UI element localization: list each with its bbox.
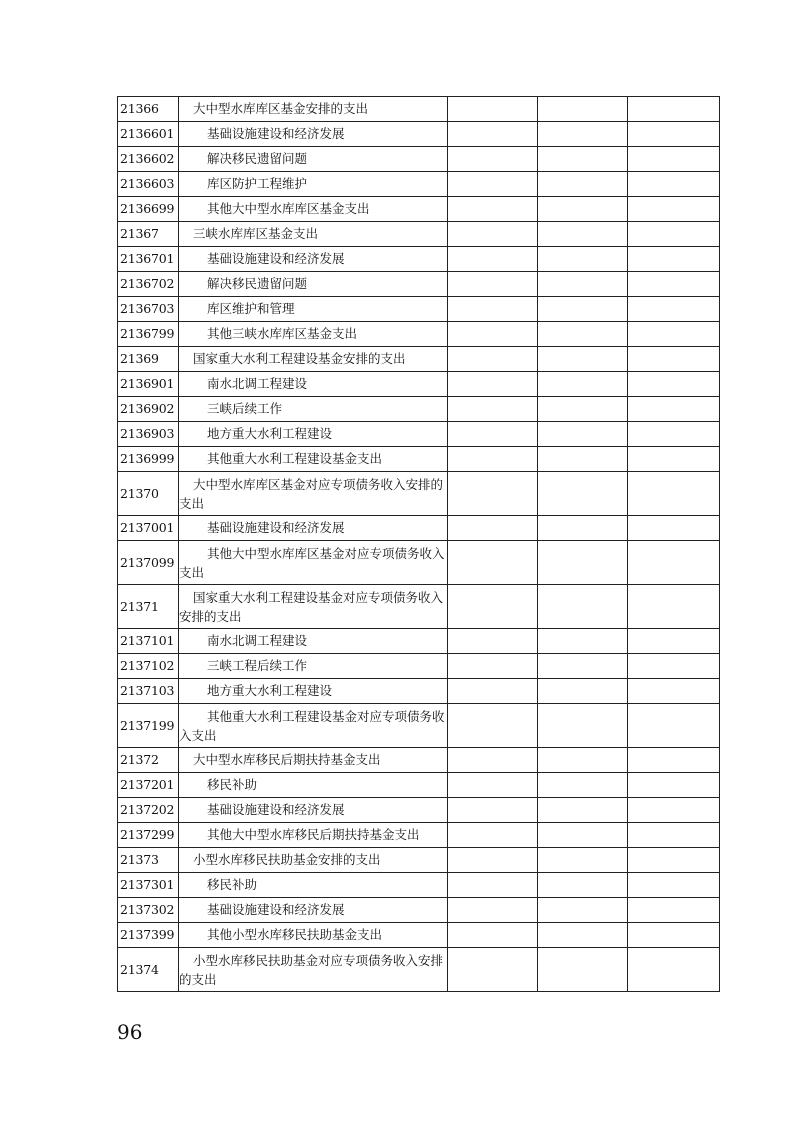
amount-cell xyxy=(448,823,538,848)
subject-code-cell: 21369 xyxy=(118,347,179,372)
subject-code-cell: 2137202 xyxy=(118,798,179,823)
table-row xyxy=(118,629,720,654)
subject-name-text: 其他大中型水库库区基金支出 xyxy=(207,201,370,216)
amount-cell xyxy=(448,247,538,272)
amount-cell xyxy=(628,629,720,654)
amount-cell xyxy=(628,272,720,297)
amount-cell xyxy=(538,197,628,222)
subject-name-cell xyxy=(179,629,448,654)
amount-cell xyxy=(628,372,720,397)
amount-cell xyxy=(538,585,628,629)
subject-name-text: 南水北调工程建设 xyxy=(207,376,308,391)
amount-cell xyxy=(628,773,720,798)
subject-code-cell: 2136902 xyxy=(118,397,179,422)
subject-code-cell: 2136603 xyxy=(118,172,179,197)
table-row xyxy=(118,948,720,992)
subject-name-cell xyxy=(179,472,448,516)
amount-cell xyxy=(448,898,538,923)
amount-cell xyxy=(628,923,720,948)
amount-cell xyxy=(628,585,720,629)
subject-name-text: 其他大中型水库库区基金对应专项债务收入支出 xyxy=(179,545,445,580)
subject-name-cell xyxy=(179,322,448,347)
table-body xyxy=(118,97,720,992)
subject-name-text: 基础设施建设和经济发展 xyxy=(207,902,345,917)
amount-cell xyxy=(538,541,628,585)
subject-name-text: 库区防护工程维护 xyxy=(207,176,308,191)
table-row xyxy=(118,898,720,923)
subject-name-text: 大中型水库移民后期扶持基金支出 xyxy=(193,752,381,767)
subject-name-cell xyxy=(179,541,448,585)
subject-name-text: 其他小型水库移民扶助基金支出 xyxy=(207,927,383,942)
subject-code-cell: 2136601 xyxy=(118,122,179,147)
amount-cell xyxy=(538,247,628,272)
subject-code-cell: 2137099 xyxy=(118,541,179,585)
amount-cell xyxy=(538,679,628,704)
amount-cell xyxy=(448,516,538,541)
subject-code-cell: 2136602 xyxy=(118,147,179,172)
table-row xyxy=(118,397,720,422)
amount-cell xyxy=(538,122,628,147)
table-row xyxy=(118,798,720,823)
subject-name-text: 基础设施建设和经济发展 xyxy=(207,251,345,266)
subject-name-text: 大中型水库库区基金对应专项债务收入安排的支出 xyxy=(179,476,444,511)
table-row xyxy=(118,848,720,873)
amount-cell xyxy=(448,372,538,397)
subject-name-text: 三峡后续工作 xyxy=(207,401,283,416)
subject-code-cell: 2137302 xyxy=(118,898,179,923)
amount-cell xyxy=(448,397,538,422)
page-number: 96 xyxy=(117,1020,143,1044)
subject-name-cell xyxy=(179,197,448,222)
subject-code-cell: 2136702 xyxy=(118,272,179,297)
subject-name-cell xyxy=(179,798,448,823)
subject-name-text: 移民补助 xyxy=(207,877,258,892)
amount-cell xyxy=(628,97,720,122)
amount-cell xyxy=(538,873,628,898)
amount-cell xyxy=(538,798,628,823)
subject-name-text: 三峡水库库区基金支出 xyxy=(193,226,319,241)
amount-cell xyxy=(448,472,538,516)
table-row xyxy=(118,472,720,516)
subject-name-cell xyxy=(179,372,448,397)
amount-cell xyxy=(448,541,538,585)
amount-cell xyxy=(448,585,538,629)
amount-cell xyxy=(538,923,628,948)
amount-cell xyxy=(538,629,628,654)
amount-cell xyxy=(448,422,538,447)
amount-cell xyxy=(538,222,628,247)
subject-code-cell: 2137103 xyxy=(118,679,179,704)
amount-cell xyxy=(538,472,628,516)
amount-cell xyxy=(448,704,538,748)
subject-name-cell xyxy=(179,222,448,247)
subject-name-text: 移民补助 xyxy=(207,777,258,792)
amount-cell xyxy=(448,629,538,654)
amount-cell xyxy=(628,172,720,197)
amount-cell xyxy=(628,122,720,147)
subject-name-cell xyxy=(179,297,448,322)
amount-cell xyxy=(448,272,538,297)
amount-cell xyxy=(628,654,720,679)
table-row xyxy=(118,541,720,585)
amount-cell xyxy=(448,297,538,322)
subject-name-text: 基础设施建设和经济发展 xyxy=(207,126,345,141)
amount-cell xyxy=(628,222,720,247)
amount-cell xyxy=(538,97,628,122)
subject-name-cell xyxy=(179,585,448,629)
amount-cell xyxy=(448,197,538,222)
subject-code-cell: 2136699 xyxy=(118,197,179,222)
amount-cell xyxy=(538,823,628,848)
subject-name-cell xyxy=(179,397,448,422)
amount-cell xyxy=(628,472,720,516)
subject-name-text: 解决移民遗留问题 xyxy=(207,151,308,166)
amount-cell xyxy=(448,848,538,873)
subject-name-text: 其他三峡水库库区基金支出 xyxy=(207,326,358,341)
amount-cell xyxy=(628,247,720,272)
table-row xyxy=(118,372,720,397)
amount-cell xyxy=(538,654,628,679)
table-row xyxy=(118,222,720,247)
subject-code-cell: 2137199 xyxy=(118,704,179,748)
amount-cell xyxy=(628,297,720,322)
subject-name-cell xyxy=(179,848,448,873)
table-row xyxy=(118,679,720,704)
amount-cell xyxy=(538,322,628,347)
subject-name-text: 三峡工程后续工作 xyxy=(207,658,308,673)
amount-cell xyxy=(448,97,538,122)
amount-cell xyxy=(538,397,628,422)
table-row xyxy=(118,272,720,297)
amount-cell xyxy=(538,422,628,447)
subject-name-text: 南水北调工程建设 xyxy=(207,633,308,648)
subject-name-text: 国家重大水利工程建设基金对应专项债务收入安排的支出 xyxy=(179,589,444,624)
amount-cell xyxy=(448,748,538,773)
amount-cell xyxy=(628,898,720,923)
subject-code-cell: 2136903 xyxy=(118,422,179,447)
subject-name-cell xyxy=(179,447,448,472)
subject-code-cell: 21372 xyxy=(118,748,179,773)
table-row xyxy=(118,147,720,172)
table-row xyxy=(118,923,720,948)
amount-cell xyxy=(628,798,720,823)
amount-cell xyxy=(538,516,628,541)
amount-cell xyxy=(628,447,720,472)
subject-name-text: 大中型水库库区基金安排的支出 xyxy=(193,101,369,116)
table-row xyxy=(118,823,720,848)
subject-code-cell: 21374 xyxy=(118,948,179,992)
table-row xyxy=(118,322,720,347)
subject-code-cell: 21371 xyxy=(118,585,179,629)
subject-name-text: 解决移民遗留问题 xyxy=(207,276,308,291)
table-row xyxy=(118,873,720,898)
table-row xyxy=(118,773,720,798)
subject-code-cell: 2136999 xyxy=(118,447,179,472)
table-row xyxy=(118,97,720,122)
amount-cell xyxy=(538,372,628,397)
subject-code-cell: 2137001 xyxy=(118,516,179,541)
amount-cell xyxy=(448,654,538,679)
amount-cell xyxy=(538,704,628,748)
table-row xyxy=(118,516,720,541)
amount-cell xyxy=(538,848,628,873)
subject-name-cell xyxy=(179,823,448,848)
subject-name-cell xyxy=(179,272,448,297)
amount-cell xyxy=(448,873,538,898)
amount-cell xyxy=(538,898,628,923)
amount-cell xyxy=(448,679,538,704)
amount-cell xyxy=(538,172,628,197)
amount-cell xyxy=(628,197,720,222)
table-row xyxy=(118,172,720,197)
subject-name-cell xyxy=(179,923,448,948)
subject-code-cell: 2136799 xyxy=(118,322,179,347)
amount-cell xyxy=(538,272,628,297)
amount-cell xyxy=(628,748,720,773)
subject-code-cell: 2137399 xyxy=(118,923,179,948)
table-row xyxy=(118,748,720,773)
subject-name-cell xyxy=(179,679,448,704)
amount-cell xyxy=(538,297,628,322)
amount-cell xyxy=(538,347,628,372)
subject-name-text: 库区维护和管理 xyxy=(207,301,295,316)
amount-cell xyxy=(538,447,628,472)
amount-cell xyxy=(448,798,538,823)
table-row xyxy=(118,197,720,222)
subject-name-cell xyxy=(179,122,448,147)
amount-cell xyxy=(448,447,538,472)
subject-name-text: 基础设施建设和经济发展 xyxy=(207,520,345,535)
amount-cell xyxy=(538,748,628,773)
amount-cell xyxy=(538,948,628,992)
amount-cell xyxy=(628,873,720,898)
amount-cell xyxy=(538,147,628,172)
subject-name-cell xyxy=(179,172,448,197)
table-row xyxy=(118,247,720,272)
amount-cell xyxy=(448,172,538,197)
subject-code-cell: 21367 xyxy=(118,222,179,247)
amount-cell xyxy=(628,347,720,372)
subject-name-text: 其他大中型水库移民后期扶持基金支出 xyxy=(207,827,420,842)
subject-name-cell xyxy=(179,654,448,679)
subject-name-text: 其他重大水利工程建设基金对应专项债务收入支出 xyxy=(179,708,445,743)
subject-name-cell xyxy=(179,773,448,798)
amount-cell xyxy=(448,923,538,948)
amount-cell xyxy=(628,823,720,848)
subject-name-cell xyxy=(179,948,448,992)
subject-name-cell xyxy=(179,748,448,773)
table-row xyxy=(118,347,720,372)
table-row xyxy=(118,297,720,322)
table-row xyxy=(118,422,720,447)
subject-name-text: 国家重大水利工程建设基金安排的支出 xyxy=(193,351,406,366)
table-row xyxy=(118,654,720,679)
amount-cell xyxy=(448,773,538,798)
subject-code-cell: 21370 xyxy=(118,472,179,516)
subject-code-cell: 2137101 xyxy=(118,629,179,654)
table-row xyxy=(118,122,720,147)
table-row xyxy=(118,585,720,629)
amount-cell xyxy=(448,122,538,147)
subject-name-cell xyxy=(179,898,448,923)
amount-cell xyxy=(628,679,720,704)
amount-cell xyxy=(628,541,720,585)
budget-subject-table xyxy=(117,96,720,992)
amount-cell xyxy=(628,704,720,748)
amount-cell xyxy=(628,397,720,422)
amount-cell xyxy=(448,347,538,372)
subject-name-text: 地方重大水利工程建设 xyxy=(207,426,333,441)
subject-code-cell: 2137301 xyxy=(118,873,179,898)
subject-name-text: 其他重大水利工程建设基金支出 xyxy=(207,451,383,466)
subject-name-cell xyxy=(179,247,448,272)
subject-name-cell xyxy=(179,516,448,541)
amount-cell xyxy=(628,848,720,873)
table-row xyxy=(118,447,720,472)
subject-code-cell: 2136703 xyxy=(118,297,179,322)
subject-name-text: 小型水库移民扶助基金安排的支出 xyxy=(193,852,381,867)
amount-cell xyxy=(448,147,538,172)
subject-name-cell xyxy=(179,147,448,172)
subject-name-text: 小型水库移民扶助基金对应专项债务收入安排的支出 xyxy=(179,952,444,987)
subject-name-cell xyxy=(179,97,448,122)
amount-cell xyxy=(628,322,720,347)
amount-cell xyxy=(628,948,720,992)
amount-cell xyxy=(628,147,720,172)
amount-cell xyxy=(628,422,720,447)
subject-name-cell xyxy=(179,873,448,898)
subject-name-text: 地方重大水利工程建设 xyxy=(207,683,333,698)
amount-cell xyxy=(448,322,538,347)
subject-name-cell xyxy=(179,704,448,748)
subject-code-cell: 21366 xyxy=(118,97,179,122)
subject-code-cell: 21373 xyxy=(118,848,179,873)
subject-code-cell: 2137201 xyxy=(118,773,179,798)
subject-name-cell xyxy=(179,347,448,372)
subject-code-cell: 2136701 xyxy=(118,247,179,272)
subject-name-cell xyxy=(179,422,448,447)
subject-code-cell: 2137299 xyxy=(118,823,179,848)
table-row xyxy=(118,704,720,748)
amount-cell xyxy=(448,948,538,992)
amount-cell xyxy=(448,222,538,247)
subject-code-cell: 2137102 xyxy=(118,654,179,679)
amount-cell xyxy=(628,516,720,541)
subject-name-text: 基础设施建设和经济发展 xyxy=(207,802,345,817)
subject-code-cell: 2136901 xyxy=(118,372,179,397)
amount-cell xyxy=(538,773,628,798)
